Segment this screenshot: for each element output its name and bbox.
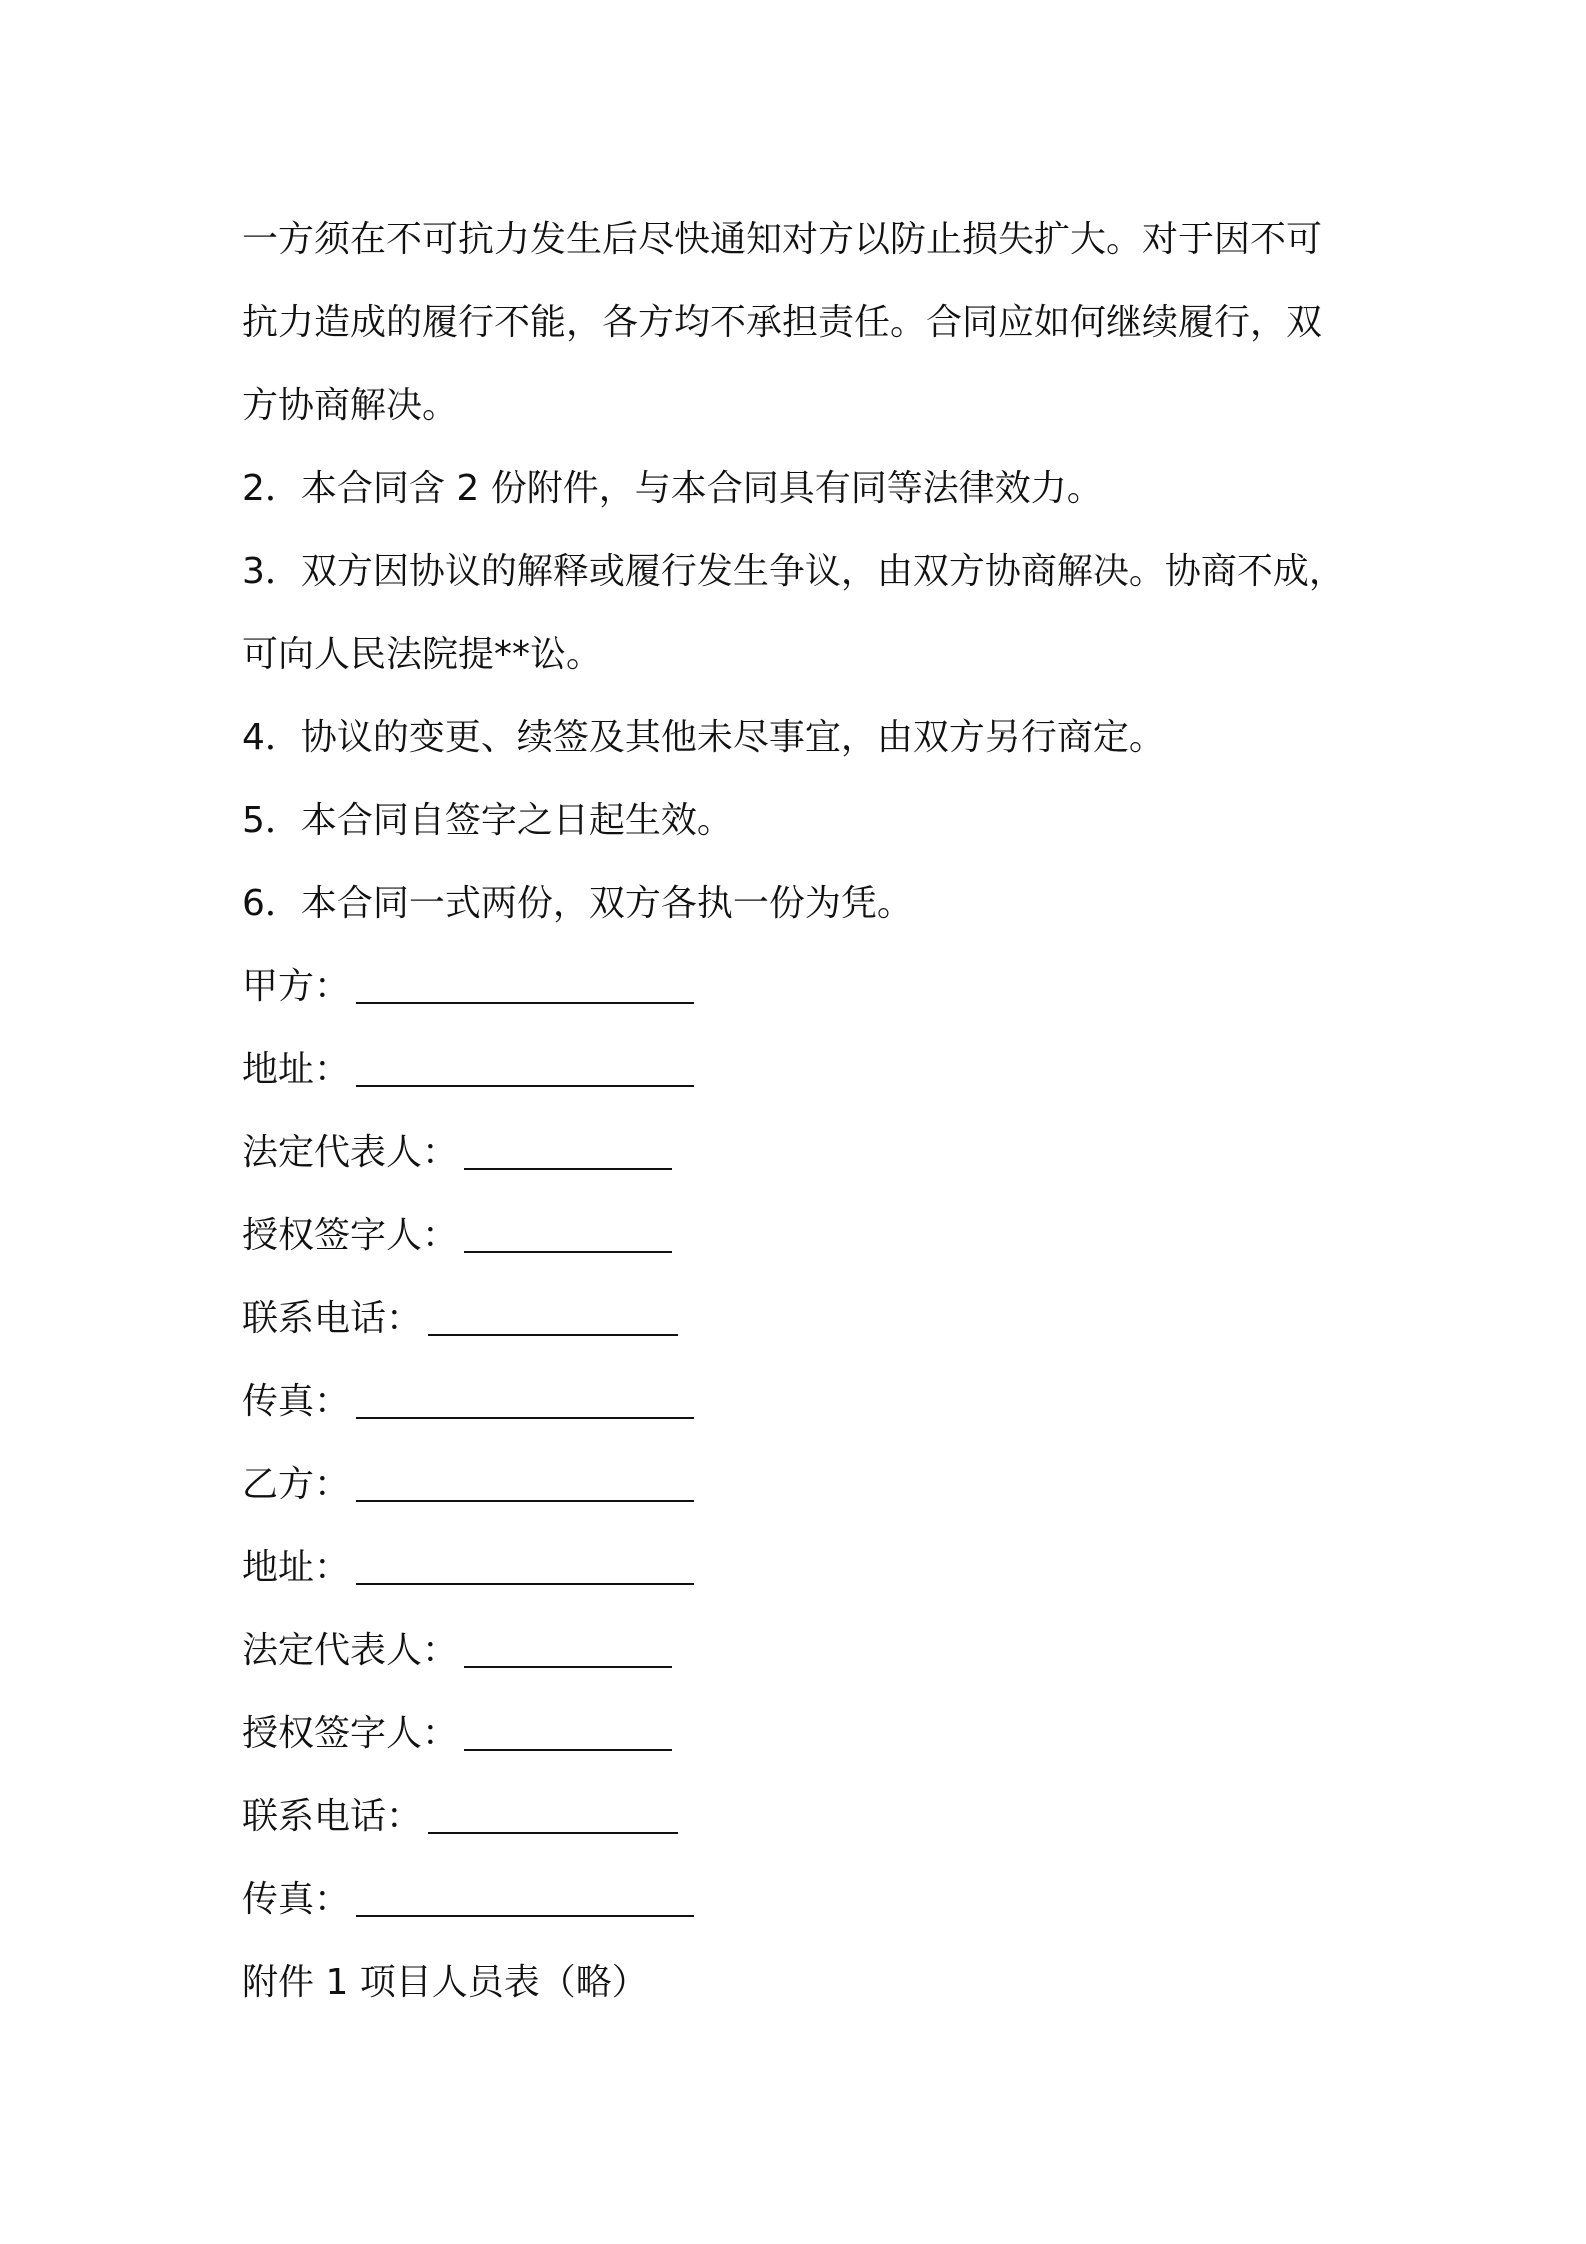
party-a-signatory-label: 授权签字人： [242,1215,459,1256]
party-b-address-label: 地址： [242,1547,351,1588]
party-b-legal-rep-label: 法定代表人： [242,1630,459,1671]
party-b-phone-label: 联系电话： [242,1796,423,1837]
party-a-address-label: 地址： [242,1049,351,1090]
document-page [242,198,1392,2024]
party-b-signatory-field [242,1692,1392,1775]
clause-5: 5．本合同自签字之日起生效。 [242,800,733,841]
party-b-fax-field [242,1858,1392,1941]
party-b-legal-rep-field [242,1609,1392,1692]
paragraph-line: 方协商解决。 [242,385,459,426]
party-b-name-label: 乙方： [242,1464,351,1505]
party-a-fax-blank[interactable] [356,1381,694,1419]
party-a-legal-rep-field [242,1111,1392,1194]
party-a-fax-field [242,1360,1392,1443]
clause-2: 2．本合同含 2 份附件，与本合同具有同等法律效力。 [242,468,1103,509]
party-b-signatory-label: 授权签字人： [242,1713,459,1754]
party-b-name-field [242,1443,1392,1526]
party-a-address-field [242,1028,1392,1111]
party-b-address-field [242,1526,1392,1609]
party-a-signatory-blank[interactable] [464,1215,672,1253]
party-a-legal-rep-label: 法定代表人： [242,1132,459,1173]
clause-3: 3．双方因协议的解释或履行发生争议，由双方协商解决。协商不成， [242,551,1345,592]
party-a-name-blank[interactable] [356,966,694,1004]
clause-6: 6．本合同一式两份，双方各执一份为凭。 [242,883,913,924]
party-b-legal-rep-blank[interactable] [464,1630,672,1668]
party-b-fax-label: 传真： [242,1879,351,1920]
paragraph-line: 一方须在不可抗力发生后尽快通知对方以防止损失扩大。对于因不可 [242,219,1323,260]
party-a-address-blank[interactable] [356,1049,694,1087]
party-a-phone-field [242,1277,1392,1360]
party-b-fax-blank[interactable] [356,1879,694,1917]
clause-3-continued: 可向人民法院提**讼。 [242,634,603,675]
party-b-phone-blank[interactable] [428,1796,678,1834]
party-a-phone-blank[interactable] [428,1298,678,1336]
attachment-note: 附件 1 项目人员表（略） [242,1962,648,2003]
party-b-signatory-blank[interactable] [464,1713,672,1751]
party-a-fax-label: 传真： [242,1381,351,1422]
party-b-phone-field [242,1775,1392,1858]
party-a-signatory-field [242,1194,1392,1277]
paragraph-line: 抗力造成的履行不能，各方均不承担责任。合同应如何继续履行，双 [242,302,1323,343]
party-a-phone-label: 联系电话： [242,1298,423,1339]
clause-4: 4．协议的变更、续签及其他未尽事宜，由双方另行商定。 [242,717,1165,758]
party-b-name-blank[interactable] [356,1464,694,1502]
party-b-address-blank[interactable] [356,1547,694,1585]
party-a-name-label: 甲方： [242,966,351,1007]
party-a-legal-rep-blank[interactable] [464,1132,672,1170]
party-a-name-field [242,945,1392,1028]
